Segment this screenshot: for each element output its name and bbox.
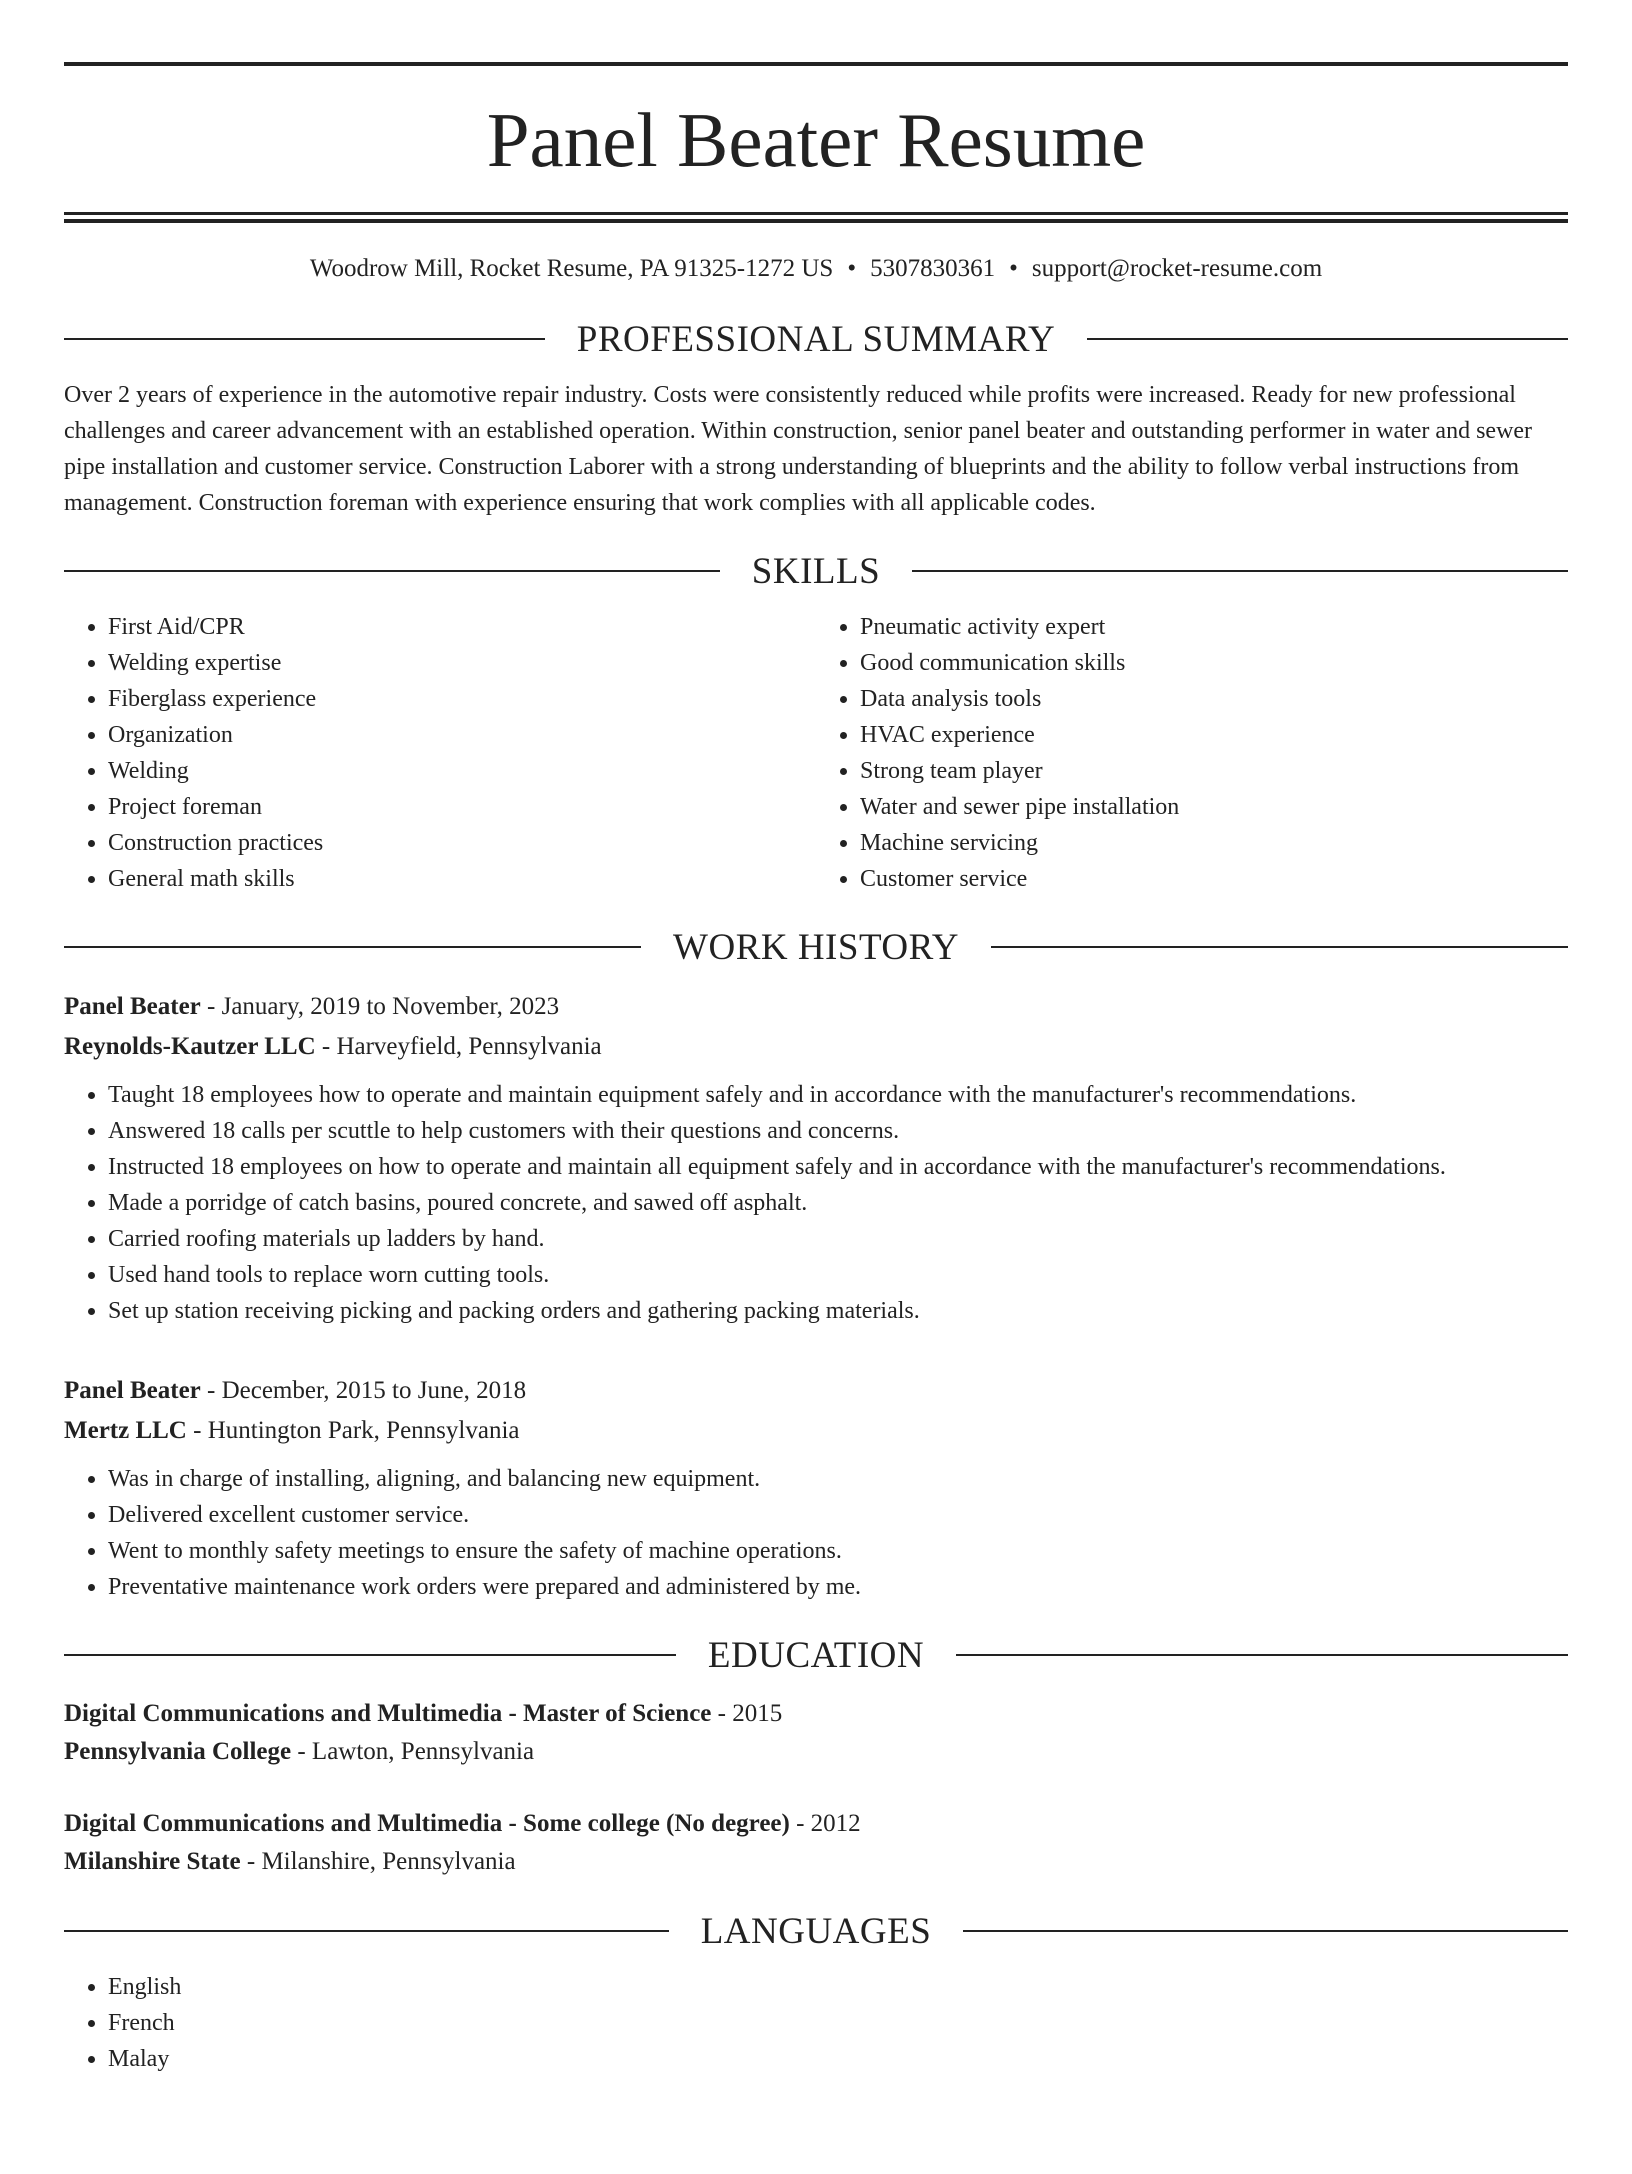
job-duty: • Taught 18 employees how to operate and maintain equipment safely and in accordance with the manufacturer's recommendations. — [108, 1077, 1568, 1113]
education-degree-line — [64, 1805, 1568, 1843]
languages-list — [64, 1969, 1568, 2077]
contact-email: support@rocket-resume.com — [1031, 255, 1323, 282]
summary-text: Over 2 years of experience in the automotive repair industry. Costs were consistently reduced while profits were increased. Ready for new professional challenges and career advancement with an established operation. Within construction, senior panel beater and outstanding performer in water and sewer pipe installation and customer service. Construction Laborer with a strong understanding of blueprints and the ability to follow verbal instructions from management. Construction foreman with experience ensuring that work complies with all applicable codes. — [64, 382, 1533, 516]
job-entry — [64, 987, 1568, 1329]
skill-item: • Welding expertise — [108, 645, 816, 681]
section-title: LANGUAGES — [700, 1910, 932, 1952]
section-rule — [64, 1930, 669, 1932]
education-school-line — [64, 1733, 1568, 1771]
skills-column-left — [64, 609, 816, 897]
section-rule — [1087, 338, 1568, 340]
job-duty: • Set up station receiving picking and packing orders and gathering packing materials. — [108, 1293, 1568, 1329]
skill-item: • First Aid/CPR — [108, 609, 816, 645]
skill-item: • Strong team player — [860, 753, 1568, 789]
job-title: Panel Beater — [64, 993, 201, 1020]
job-company: Reynolds-Kautzer LLC — [64, 1033, 316, 1060]
skill-item: • Good communication skills — [860, 645, 1568, 681]
job-duty: • Instructed 18 employees on how to operate and maintain all equipment safely and in accordance with the manufacturer's recommendations. — [108, 1149, 1568, 1185]
skill-item: • Fiberglass experience — [108, 681, 816, 717]
job-duty: • Went to monthly safety meetings to ensure the safety of machine operations. — [108, 1533, 1568, 1569]
contact-separator: • — [1009, 255, 1018, 282]
education-location: - Milanshire, Pennsylvania — [240, 1848, 516, 1875]
contact-phone: 5307830361 — [870, 255, 996, 282]
contact-separator: • — [847, 255, 857, 282]
section-title: EDUCATION — [707, 1634, 925, 1676]
resume-page — [0, 62, 1632, 2174]
double-rule — [64, 212, 1568, 223]
education-degree: Digital Communications and Multimedia - Some college (No degree) — [64, 1810, 790, 1837]
job-duty: • Was in charge of installing, aligning, and balancing new equipment. — [108, 1461, 1568, 1497]
job-dates: - December, 2015 to June, 2018 — [200, 1377, 527, 1404]
education-year: - 2012 — [789, 1810, 861, 1837]
skill-item: • Water and sewer pipe installation — [860, 789, 1568, 825]
skill-item: • Welding — [108, 753, 816, 789]
section-header-languages — [64, 1909, 1568, 1953]
education-degree-line — [64, 1695, 1568, 1733]
skill-item: • Machine servicing — [860, 825, 1568, 861]
skill-item: • Customer service — [860, 861, 1568, 897]
job-company-line — [64, 1411, 1568, 1451]
education-school: Milanshire State — [64, 1848, 241, 1875]
resume-title: Panel Beater Resume — [486, 97, 1146, 183]
job-location: - Harveyfield, Pennsylvania — [315, 1033, 602, 1060]
skill-item: • Data analysis tools — [860, 681, 1568, 717]
section-title: PROFESSIONAL SUMMARY — [576, 318, 1056, 360]
job-title-line — [64, 1371, 1568, 1411]
section-rule — [963, 1930, 1568, 1932]
section-title: SKILLS — [751, 550, 881, 592]
job-duty: • Used hand tools to replace worn cutting tools. — [108, 1257, 1568, 1293]
skill-item: • Project foreman — [108, 789, 816, 825]
job-duties — [64, 1077, 1568, 1329]
skill-item: • Organization — [108, 717, 816, 753]
section-rule — [64, 338, 545, 340]
job-title: Panel Beater — [64, 1377, 201, 1404]
section-header-education — [64, 1633, 1568, 1677]
job-location: - Huntington Park, Pennsylvania — [186, 1417, 520, 1444]
skill-item: • Construction practices — [108, 825, 816, 861]
job-dates: - January, 2019 to November, 2023 — [200, 993, 560, 1020]
job-entry — [64, 1371, 1568, 1605]
section-header-skills — [64, 549, 1568, 593]
job-duties — [64, 1461, 1568, 1605]
job-duty: • Delivered excellent customer service. — [108, 1497, 1568, 1533]
job-company-line — [64, 1027, 1568, 1067]
skill-item: • Pneumatic activity expert — [860, 609, 1568, 645]
skill-item: • General math skills — [108, 861, 816, 897]
language-item: • French — [108, 2005, 1568, 2041]
education-school-line — [64, 1843, 1568, 1881]
section-rule — [64, 570, 720, 572]
job-duty: • Preventative maintenance work orders were prepared and administered by me. — [108, 1569, 1568, 1605]
top-rule — [64, 62, 1568, 66]
contact-address: Woodrow Mill, Rocket Resume, PA 91325-1272 US — [309, 255, 834, 282]
section-header-work — [64, 925, 1568, 969]
education-location: - Lawton, Pennsylvania — [291, 1738, 535, 1765]
job-duty: • Answered 18 calls per scuttle to help customers with their questions and concerns. — [108, 1113, 1568, 1149]
section-header-summary — [64, 317, 1568, 361]
education-school: Pennsylvania College — [64, 1738, 292, 1765]
job-title-line — [64, 987, 1568, 1027]
contact-info — [64, 251, 1568, 289]
skill-item: • HVAC experience — [860, 717, 1568, 753]
education-year: - 2015 — [711, 1700, 783, 1727]
education-entry — [64, 1805, 1568, 1881]
skills-list — [64, 609, 1568, 897]
job-duty: • Carried roofing materials up ladders by hand. — [108, 1221, 1568, 1257]
language-item: • Malay — [108, 2041, 1568, 2077]
section-title: WORK HISTORY — [673, 926, 959, 968]
section-rule — [991, 946, 1568, 948]
job-company: Mertz LLC — [64, 1417, 187, 1444]
section-rule — [64, 1654, 676, 1656]
section-rule — [64, 946, 641, 948]
language-item: • English — [108, 1969, 1568, 2005]
skills-column-right — [816, 609, 1568, 897]
section-rule — [956, 1654, 1568, 1656]
section-rule — [912, 570, 1568, 572]
job-duty: • Made a porridge of catch basins, poured concrete, and sawed off asphalt. — [108, 1185, 1568, 1221]
education-entry — [64, 1695, 1568, 1771]
education-degree: Digital Communications and Multimedia - Master of Science — [64, 1700, 712, 1727]
